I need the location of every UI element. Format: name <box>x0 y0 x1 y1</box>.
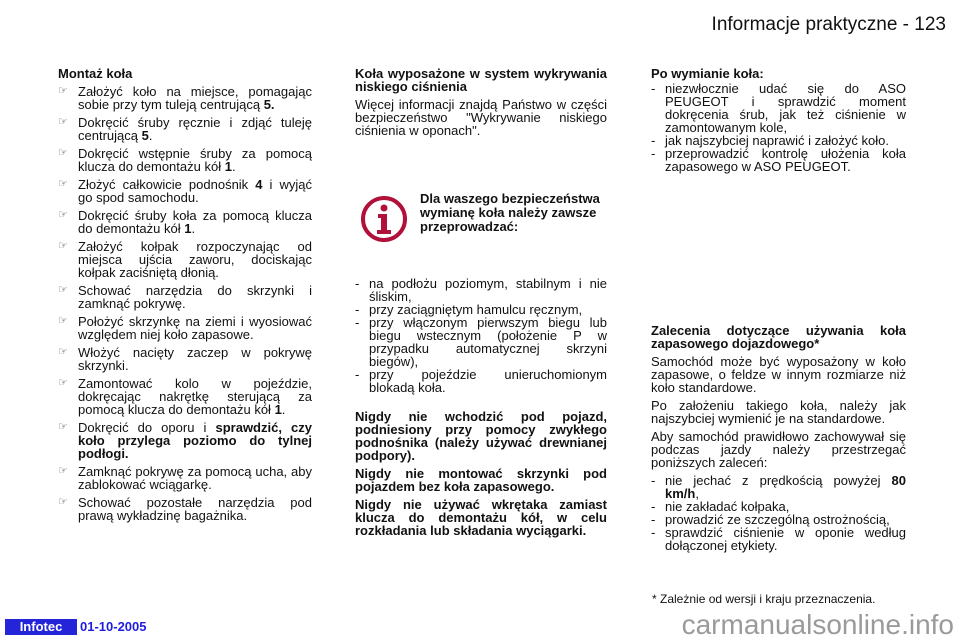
dash-icon: - <box>651 473 656 488</box>
list-item <box>58 377 312 416</box>
pointing-hand-icon: ☞ <box>58 116 68 128</box>
bold-text: 4 <box>255 177 263 192</box>
bold-text: 5. <box>263 97 275 112</box>
item-text: przy zaciągniętym hamulcu ręcznym, <box>369 302 583 317</box>
pointing-hand-icon: ☞ <box>58 284 68 296</box>
bold-text: sprawdzić, czy koło przylega poziomo do tylnej podłogi. <box>78 420 312 461</box>
dash-icon: - <box>651 499 656 514</box>
text: Założyć koło na miejsce, pomagając sobie przy tym tuleją centrującą <box>78 84 312 112</box>
list-item <box>58 147 312 173</box>
list-item <box>651 147 906 173</box>
dash-icon: - <box>651 133 656 148</box>
footnote: * Zależnie od wersji i kraju przeznaczenia. <box>652 592 876 606</box>
dash-icon: - <box>355 276 360 291</box>
text: . <box>281 402 286 417</box>
text: Włożyć nacięty zaczep w pokrywę skrzynki. <box>78 345 312 373</box>
after-list <box>651 82 906 173</box>
tpms-text: Więcej informacji znajdą Państwo w części bezpieczeństwo "Wykrywanie niskiego ciśnienia w oponach". <box>355 97 607 138</box>
text: Dokręcić wstępnie śruby za pomocą klucza do demontażu kół <box>78 146 312 174</box>
text: . <box>231 159 236 174</box>
list-item <box>58 178 312 204</box>
list-item <box>651 474 906 500</box>
text: Zamknąć pokrywę za pomocą ucha, aby zablokować wciągarkę. <box>78 464 312 492</box>
pointing-hand-icon: ☞ <box>58 496 68 508</box>
infotec-badge: Infotec <box>5 619 77 635</box>
spare-section <box>651 324 906 552</box>
list-item <box>355 277 607 303</box>
page-header-title: Informacje praktyczne - 123 <box>711 14 946 35</box>
text: sprawdzić ciśnienie w oponie według dołączonej etykiety. <box>665 525 906 553</box>
list-item <box>58 116 312 142</box>
paragraph: Po założeniu takiego koła, należy jak najszybciej wymienić je na standardowe. <box>651 398 906 426</box>
mount-title: Montaż koła <box>58 66 133 81</box>
bold-text: 1 <box>274 402 282 417</box>
item-text: jak najszybciej naprawić i założyć koło. <box>665 133 889 148</box>
pointing-hand-icon: ☞ <box>58 178 68 190</box>
text: . <box>148 128 153 143</box>
pointing-hand-icon: ☞ <box>58 377 68 389</box>
list-item <box>58 85 312 111</box>
pointing-hand-icon: ☞ <box>58 346 68 358</box>
item-text: przy włączonym pierwszym biegu lub biegu wstecznym (położenie P w przypadku automatycznej skrzyni biegów), <box>369 315 607 369</box>
pointing-hand-icon: ☞ <box>58 147 68 159</box>
dash-icon: - <box>651 146 656 161</box>
text: nie jechać z prędkością powyżej <box>665 473 892 488</box>
list-item <box>58 465 312 491</box>
paragraph: Samochód może być wyposażony w koło zapasowe, o feldze w innym rozmiarze niż koło standardowe. <box>651 354 906 395</box>
dash-icon: - <box>355 367 360 382</box>
after-section <box>651 67 906 173</box>
bold-text: 5 <box>141 128 149 143</box>
text: Złożyć całkowicie podnośnik <box>78 177 256 192</box>
item-text: niezwłocznie udać się do ASO PEUGEOT i sprawdzić moment dokręcenia śrub, jak też ciśnienie w zamontowanym kole, <box>665 81 906 135</box>
text: Dokręcić do oporu i <box>78 420 216 435</box>
spare-paragraphs <box>651 355 906 469</box>
warning-text: Nigdy nie montować skrzynki pod pojazdem bez koła zapasowego. <box>355 466 607 494</box>
text: prowadzić ze szczególną ostrożnością, <box>665 512 890 527</box>
spare-title: Zalecenia dotyczące używania koła zapasowego dojazdowego* <box>651 323 906 351</box>
dash-icon: - <box>651 81 656 96</box>
warning-text: Nigdy nie wchodzić pod pojazd, podniesiony przy pomocy zwykłego podnośnika (należy używać drewnianej podpory). <box>355 409 607 463</box>
spare-list <box>651 474 906 552</box>
info-icon <box>360 195 408 243</box>
list-item <box>58 496 312 522</box>
safety-section <box>355 277 607 542</box>
dash-icon: - <box>355 315 360 330</box>
list-item <box>651 526 906 552</box>
safety-title: Dla waszego bezpieczeństwa wymianę koła należy zawsze przeprowadzać: <box>420 191 600 234</box>
pointing-hand-icon: ☞ <box>58 465 68 477</box>
paragraph: Aby samochód prawidłowo zachowywał się podczas jazdy należy przestrzegać poniższych zaleceń: <box>651 429 906 470</box>
text: , <box>695 486 699 501</box>
text: Schować narzędzia do skrzynki i zamknąć pokrywę. <box>78 283 312 311</box>
text: nie zakładać kołpaka, <box>665 499 790 514</box>
list-item <box>355 368 607 394</box>
list-item <box>355 316 607 368</box>
tpms-title: Koła wyposażone w system wykrywania niskiego ciśnienia <box>355 66 607 94</box>
footer-date: 01-10-2005 <box>80 619 147 634</box>
mount-section <box>58 67 312 527</box>
safety-conditions-list <box>355 277 607 394</box>
text: Dokręcić śruby koła za pomocą klucza do demontażu kół <box>78 208 312 236</box>
dash-icon: - <box>355 302 360 317</box>
list-item <box>58 284 312 310</box>
item-text: przeprowadzić kontrolę ułożenia koła zapasowego w ASO PEUGEOT. <box>665 146 906 174</box>
watermark: carmanualsonline.info <box>681 609 954 640</box>
text: Schować pozostałe narzędzia pod prawą wykładzinę bagażnika. <box>78 495 312 523</box>
text: Zamontować kolo w pojeździe, dokręcając nakrętkę sterującą za pomocą klucza do demontażu kół <box>78 376 312 417</box>
bold-text: 1 <box>224 159 232 174</box>
text: Założyć kołpak rozpoczynając od miejsca ujścia zaworu, dociskając kołpak zaciśniętą dłonią. <box>78 239 312 280</box>
text: Położyć skrzynkę na ziemi i wyosiować względem niej koło zapasowe. <box>78 314 312 342</box>
pointing-hand-icon: ☞ <box>58 421 68 433</box>
text: i wyjąć go spod samochodu. <box>78 177 312 205</box>
pointing-hand-icon: ☞ <box>58 315 68 327</box>
list-item <box>58 240 312 279</box>
text: Dokręcić śruby ręcznie i zdjąć tuleję centrującą <box>78 115 312 143</box>
list-item <box>651 82 906 134</box>
tpms-section <box>355 67 607 142</box>
list-item <box>58 421 312 460</box>
list-item <box>58 346 312 372</box>
pointing-hand-icon: ☞ <box>58 240 68 252</box>
list-item <box>58 315 312 341</box>
warnings-list <box>355 410 607 537</box>
list-item <box>58 209 312 235</box>
mount-steps-list <box>58 85 312 522</box>
pointing-hand-icon: ☞ <box>58 85 68 97</box>
after-title: Po wymianie koła: <box>651 66 764 81</box>
bold-text: 80 km/h <box>665 473 906 501</box>
dash-icon: - <box>651 512 656 527</box>
item-text: przy pojeździe unieruchomionym blokadą koła. <box>369 367 607 395</box>
item-text: na podłożu poziomym, stabilnym i nie śliskim, <box>369 276 607 304</box>
pointing-hand-icon: ☞ <box>58 209 68 221</box>
safety-info-box <box>355 192 607 247</box>
text: . <box>191 221 196 236</box>
dash-icon: - <box>651 525 656 540</box>
warning-text: Nigdy nie używać wkrętaka zamiast klucza do demontażu kół, w celu rozkładania lub składania wyciągarki. <box>355 497 607 538</box>
bold-text: 1 <box>184 221 192 236</box>
